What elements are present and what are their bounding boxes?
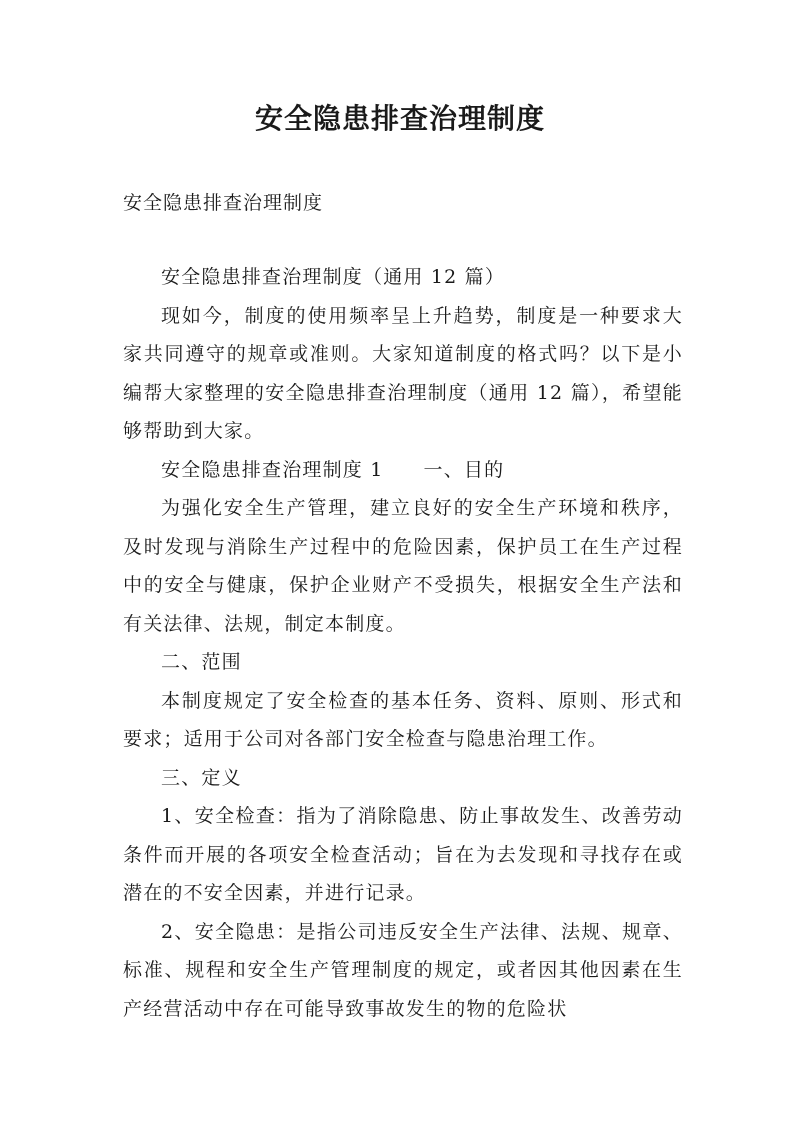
- paragraph-definition-heading: 三、定义: [161, 766, 242, 789]
- paragraph-definition-1: 1、安全检查：指为了消除隐患、防止事故发生、改善劳动条件而开展的各项安全检查活动；旨在为去发现和寻找存在或潜在的不安全因素，并进行记录。: [123, 805, 683, 904]
- document-title: 安全隐患排查治理制度: [254, 102, 545, 135]
- purpose-heading: 一、目的: [423, 458, 505, 481]
- section-1-title: 安全隐患排查治理制度 1: [161, 458, 384, 481]
- document-subtitle: 安全隐患排查治理制度: [123, 192, 324, 214]
- paragraph-general-heading: 安全隐患排查治理制度（通用 12 篇）: [161, 266, 506, 288]
- document-body: [123, 258, 683, 1028]
- paragraph-scope: 本制度规定了安全检查的基本任务、资料、原则、形式和要求；适用于公司对各部门安全检查与隐患治理工作。: [123, 689, 683, 750]
- paragraph-intro: 现如今，制度的使用频率呈上升趋势，制度是一种要求大家共同遵守的规章或准则。大家知道制度的格式吗？以下是小编帮大家整理的安全隐患排查治理制度（通用 12 篇），希望能够帮助到大家。: [123, 304, 683, 442]
- paragraph-purpose: 为强化安全生产管理，建立良好的安全生产环境和秩序，及时发现与消除生产过程中的危险因素，保护员工在生产过程中的安全与健康，保护企业财产不受损失，根据安全生产法和有关法律、法规，制定本制度。: [123, 497, 683, 635]
- paragraph-definition-2: 2、安全隐患：是指公司违反安全生产法律、法规、规章、标准、规程和安全生产管理制度的规定，或者因其他因素在生产经营活动中存在可能导致事故发生的物的危险状: [123, 920, 683, 1020]
- paragraph-section-1-heading: [123, 451, 683, 490]
- paragraph-scope-heading: 二、范围: [161, 651, 242, 673]
